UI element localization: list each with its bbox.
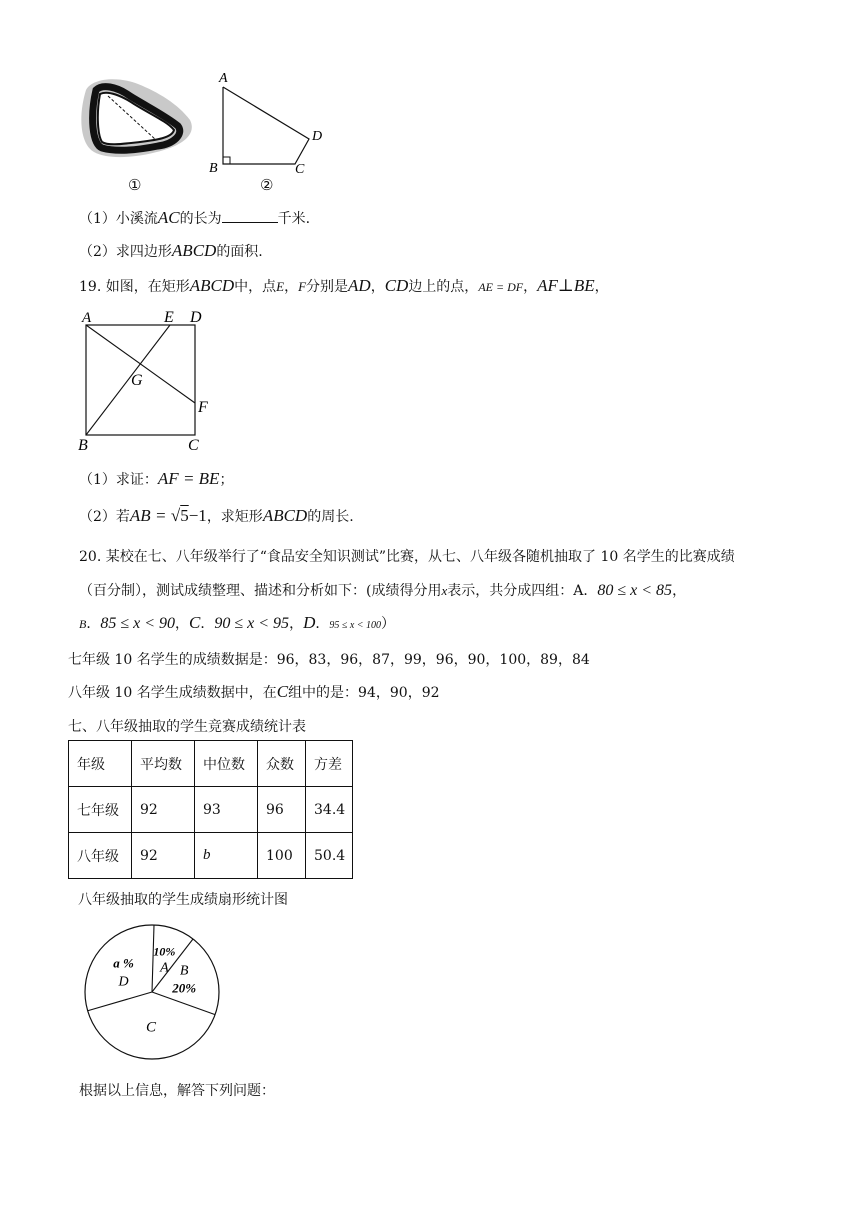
rect-label-g: G <box>131 372 143 389</box>
table-cell: 96 <box>258 787 306 833</box>
table-row <box>69 787 353 833</box>
q19-part2: （2）若AB = √5−1，求矩形ABCD的周长. <box>79 506 354 525</box>
table-header-row <box>69 741 353 787</box>
quad-label-a: A <box>219 71 228 86</box>
pie-category-label: A <box>160 960 169 976</box>
table-header: 年级 <box>69 741 132 787</box>
quad-label-c: C <box>295 162 305 177</box>
pie-category-label: D <box>118 974 129 990</box>
table-cell: 93 <box>195 787 258 833</box>
figure-caption-1: ① <box>128 176 142 194</box>
rect-label-d: D <box>190 309 202 326</box>
table-header: 众数 <box>258 741 306 787</box>
pie-category-label: B <box>179 963 189 979</box>
pie-category-label: C <box>145 1019 157 1036</box>
rect-label-f: F <box>198 399 208 416</box>
table-header: 平均数 <box>132 741 195 787</box>
pie-value-label: 10% <box>153 944 176 959</box>
table-cell: 50.4 <box>306 833 353 879</box>
quad-label-d: D <box>312 129 323 144</box>
closing-prompt: 根据以上信息，解答下列问题： <box>79 1083 275 1099</box>
stream-map-figure <box>78 76 198 162</box>
pie-value-label: a % <box>113 955 134 971</box>
q20-grade7-scores: 七年级 10 名学生的成绩数据是：96，83，96，87，99，96，90，100，89，84 <box>68 652 590 668</box>
quad-label-b: B <box>209 161 218 176</box>
table-cell: 92 <box>132 833 195 879</box>
rect-label-c: C <box>188 437 199 454</box>
table-cell: 34.4 <box>306 787 353 833</box>
table-cell: 100 <box>258 833 306 879</box>
pie-slice-boundary <box>152 925 154 992</box>
q18-part2: （2）求四边形ABCD的面积. <box>79 241 263 260</box>
table-cell: 八年级 <box>69 833 132 879</box>
q20-line2: （百分制），测试成绩整理、描述和分析如下：(成绩得分用x表示，共分成四组：A．80 ≤ x < 85， <box>79 582 687 599</box>
table-cell: b <box>195 833 258 879</box>
table-row <box>69 833 353 879</box>
table-cell: 92 <box>132 787 195 833</box>
rect-label-e: E <box>164 309 174 326</box>
stats-table <box>68 740 353 879</box>
q20-grade8-scores: 八年级 10 名学生成绩数据中，在C组中的是：94，90，92 <box>68 682 440 701</box>
q19-part1: （1）求证：AF = BE； <box>79 469 234 488</box>
q18-part1: （1）小溪流AC的长为 千米. <box>79 208 311 227</box>
q19-stem: 19. 如图，在矩形ABCD中，点E，F分别是AD，CD边上的点，AE = DF，AF⊥BE， <box>79 276 609 295</box>
table-header: 方差 <box>306 741 353 787</box>
rect-label-b: B <box>78 437 88 454</box>
rectangle-abcd-figure <box>72 306 222 454</box>
q20-line3: B．85 ≤ x < 90，C．90 ≤ x < 95，D．95 ≤ x < 100） <box>79 613 396 632</box>
answer-blank[interactable] <box>222 208 278 223</box>
rect-label-a: A <box>82 310 92 326</box>
pie-chart <box>78 923 228 1063</box>
table-title: 七、八年级抽取的学生竞赛成绩统计表 <box>68 719 306 735</box>
pie-chart-title: 八年级抽取的学生成绩扇形统计图 <box>78 892 288 908</box>
figure-caption-2: ② <box>260 176 274 194</box>
quadrilateral-abcd-figure <box>205 68 335 178</box>
table-header: 中位数 <box>195 741 258 787</box>
q20-line1: 20. 某校在七、八年级举行了“食品安全知识测试”比赛，从七、八年级各随机抽取了 10 名学生的比赛成绩 <box>79 549 735 565</box>
pie-value-label: 20% <box>172 980 197 996</box>
pie-slice-boundary <box>88 992 152 1011</box>
table-cell: 七年级 <box>69 787 132 833</box>
